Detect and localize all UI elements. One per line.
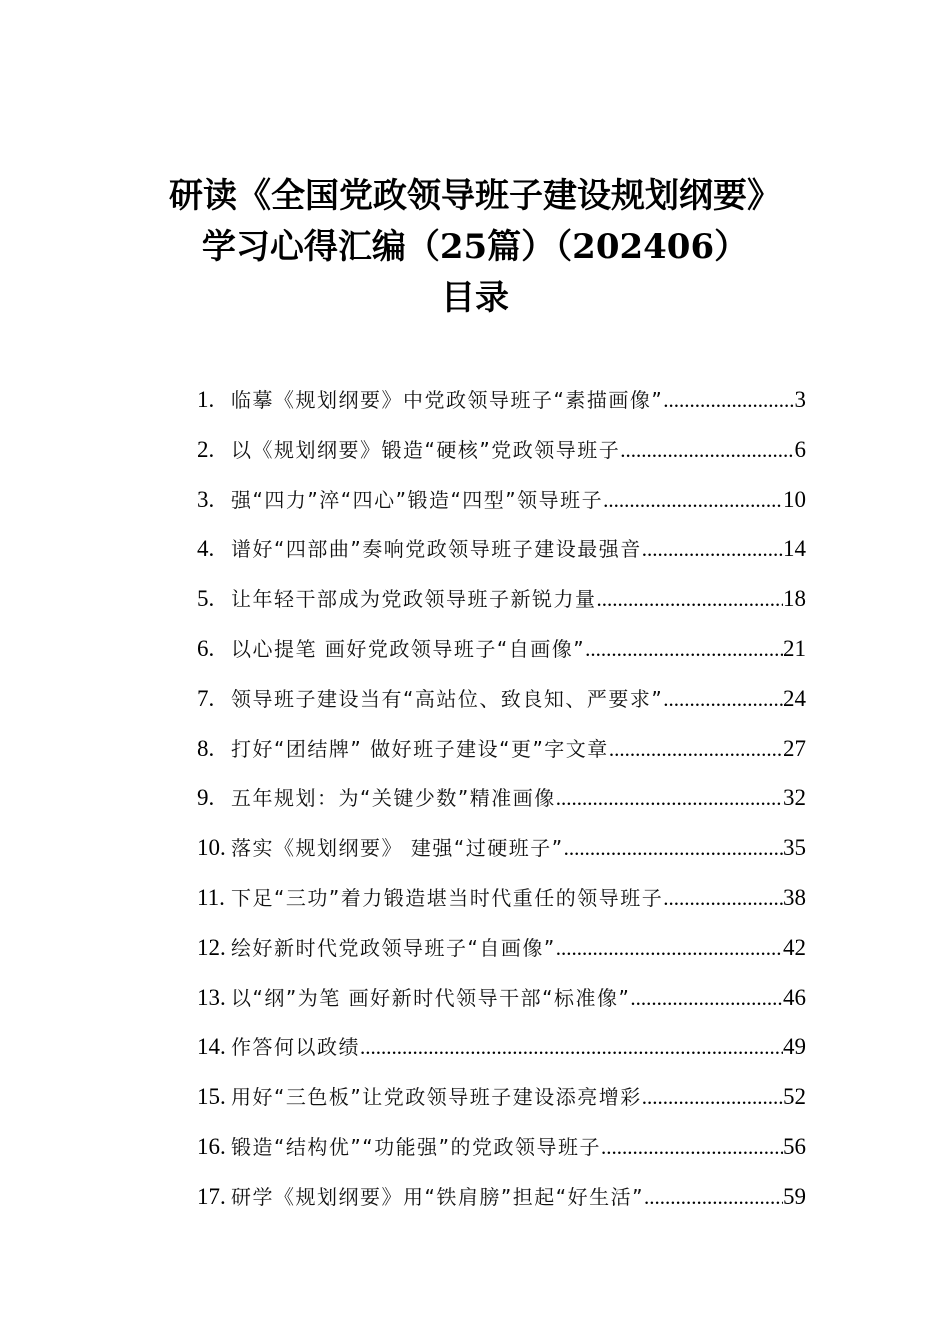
toc-entry[interactable] [197, 982, 806, 1032]
toc-entry-title[interactable]: 下足“三功”着力锻造堪当时代重任的领导班子 [231, 885, 664, 910]
toc-entry-number: 2. [197, 436, 215, 462]
toc-entry[interactable] [197, 733, 806, 783]
document-title: 研读《全国党政领导班子建设规划纲要》 [169, 176, 781, 216]
toc-entry[interactable] [197, 1131, 806, 1181]
toc-entry-title[interactable]: 作答何以政绩 [231, 1035, 360, 1060]
toc-entry-number: 5. [197, 586, 215, 612]
toc-entry-number: 7. [197, 685, 215, 711]
toc-entry-title[interactable]: 临摹《规划纲要》中党政领导班子“素描画像” [231, 388, 664, 412]
toc-entry-number: 17. [197, 1183, 226, 1209]
toc-dot-leader [644, 1181, 783, 1213]
toc-dot-leader [603, 484, 783, 516]
toc-entry-number: 14. [197, 1034, 226, 1060]
toc-entry-number: 11. [197, 884, 225, 910]
toc-entry-title[interactable]: 绘好新时代党政领导班子“自画像” [231, 935, 556, 960]
toc-dot-leader [620, 434, 794, 466]
toc-entry-title[interactable]: 落实《规划纲要》 建强“过硬班子” [231, 836, 564, 861]
toc-entry-number: 12. [197, 934, 226, 960]
toc-entry-page: 6 [794, 436, 806, 462]
toc-entry-title[interactable]: 五年规划：为“关键少数”精准画像 [231, 786, 556, 811]
toc-entry-number: 8. [197, 735, 215, 761]
toc-entry[interactable] [197, 384, 806, 434]
toc-entry-number: 13. [197, 984, 226, 1010]
toc-dot-leader [556, 932, 783, 964]
toc-entry-number: 1. [197, 387, 215, 412]
toc-entry-title[interactable]: 以“纲”为笔 画好新时代领导干部“标准像” [231, 985, 631, 1010]
toc-entry[interactable] [197, 1181, 806, 1231]
toc-heading: 目录 [441, 278, 509, 318]
toc-entry-number: 16. [197, 1133, 226, 1159]
toc-entry-title[interactable]: 强“四力”淬“四心”锻造“四型”领导班子 [231, 487, 604, 512]
toc-entry-page: 3 [794, 387, 806, 412]
toc-entry-number: 4. [197, 536, 215, 562]
table-of-contents [197, 384, 806, 1231]
toc-entry-page: 56 [783, 1133, 806, 1159]
toc-dot-leader [601, 1131, 783, 1163]
toc-entry-page: 14 [783, 536, 806, 562]
toc-entry-page: 35 [783, 835, 806, 861]
toc-dot-leader [663, 384, 794, 416]
toc-entry[interactable] [197, 1081, 806, 1131]
toc-entry[interactable] [197, 882, 806, 932]
toc-entry-page: 24 [783, 685, 806, 711]
toc-dot-leader [663, 882, 783, 914]
toc-entry-page: 18 [783, 586, 806, 612]
toc-dot-leader [585, 633, 783, 665]
toc-entry-page: 10 [783, 486, 806, 512]
toc-dot-leader [609, 733, 783, 765]
toc-entry[interactable] [197, 1031, 806, 1081]
toc-dot-leader [360, 1031, 783, 1063]
toc-entry[interactable] [197, 782, 806, 832]
toc-entry-number: 9. [197, 785, 215, 811]
toc-entry[interactable] [197, 633, 806, 683]
toc-entry-page: 38 [783, 884, 806, 910]
toc-entry[interactable] [197, 533, 806, 583]
toc-entry-page: 52 [783, 1084, 806, 1110]
toc-dot-leader [556, 782, 783, 814]
toc-dot-leader [564, 832, 783, 864]
toc-entry-page: 46 [783, 984, 806, 1010]
toc-dot-leader [642, 1081, 783, 1113]
toc-entry-title[interactable]: 让年轻干部成为党政领导班子新锐力量 [231, 587, 597, 612]
toc-entry-title[interactable]: 研学《规划纲要》用“铁肩膀”担起“好生活” [231, 1184, 644, 1209]
toc-entry-title[interactable]: 锻造“结构优”“功能强”的党政领导班子 [231, 1134, 601, 1159]
toc-entry-number: 6. [197, 635, 215, 661]
toc-entry[interactable] [197, 932, 806, 982]
toc-dot-leader [597, 583, 784, 615]
toc-entry[interactable] [197, 484, 806, 534]
toc-entry[interactable] [197, 583, 806, 633]
toc-entry-page: 21 [783, 635, 806, 661]
toc-dot-leader [642, 533, 783, 565]
toc-entry[interactable] [197, 683, 806, 733]
toc-entry-number: 10. [197, 835, 226, 861]
toc-entry-title[interactable]: 以心提笔 画好党政领导班子“自画像” [231, 636, 586, 661]
toc-entry-title[interactable]: 打好“团结牌” 做好班子建设“更”字文章 [231, 736, 609, 761]
toc-entry-title[interactable]: 以《规划纲要》锻造“硬核”党政领导班子 [231, 437, 621, 462]
toc-dot-leader [630, 982, 783, 1014]
toc-entry-number: 15. [197, 1084, 226, 1110]
toc-entry[interactable] [197, 434, 806, 484]
toc-entry-page: 27 [783, 735, 806, 761]
toc-entry-title[interactable]: 谱好“四部曲”奏响党政领导班子建设最强音 [231, 537, 642, 562]
toc-entry-page: 59 [783, 1183, 806, 1209]
toc-entry-title[interactable]: 用好“三色板”让党政领导班子建设添亮增彩 [231, 1085, 642, 1110]
toc-entry-number: 3. [197, 486, 215, 512]
toc-entry-title[interactable]: 领导班子建设当有“高站位、致良知、严要求” [231, 686, 664, 711]
toc-entry[interactable] [197, 832, 806, 882]
document-subtitle: 学习心得汇编（25篇）（202406） [201, 227, 749, 267]
toc-entry-page: 42 [783, 934, 806, 960]
toc-entry-page: 32 [783, 785, 806, 811]
toc-dot-leader [663, 683, 783, 715]
toc-entry-page: 49 [783, 1034, 806, 1060]
